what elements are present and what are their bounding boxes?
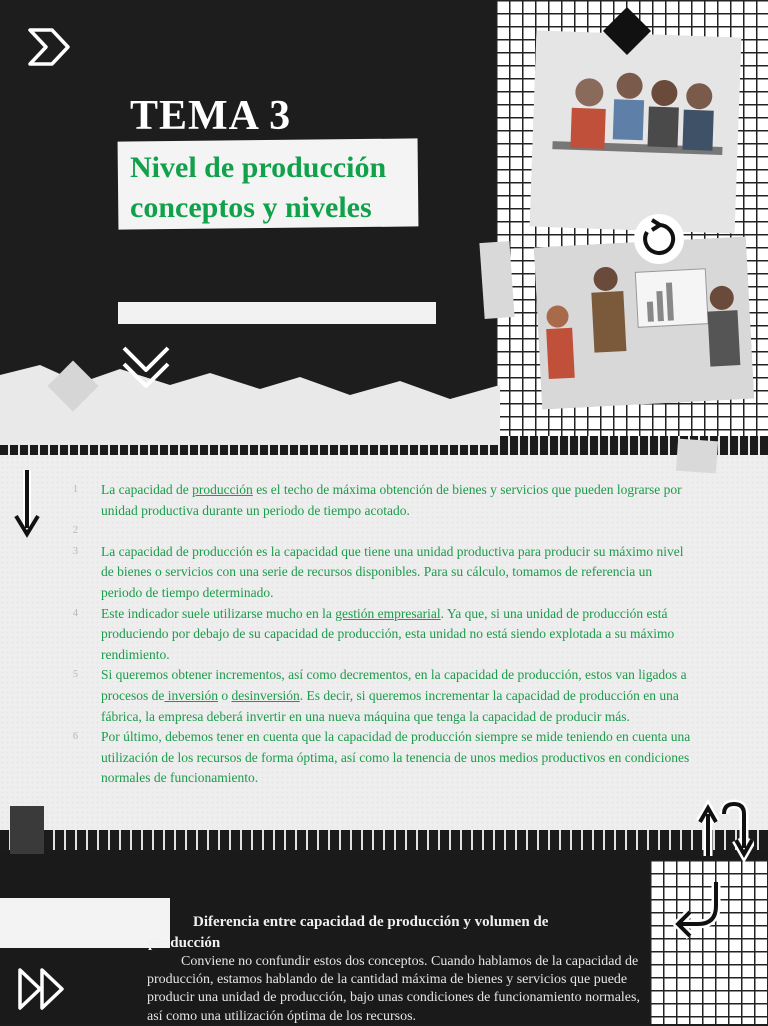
arrow-down-icon	[12, 466, 42, 540]
list-number: 6	[73, 731, 78, 743]
tape-piece	[479, 241, 514, 319]
list-number: 3	[73, 545, 78, 557]
text-span: Este indicador suele utilizarse mucho en la	[101, 605, 336, 621]
section-text	[147, 953, 657, 1026]
text-span: La capacidad de	[101, 482, 193, 497]
text-span: es el techo de máxima obtención de bienes y servicios que pueden lograrse por unidad productiva durante un periodo de tiempo acotado.	[101, 482, 682, 518]
paper-strip	[118, 302, 436, 324]
fast-forward-icon	[16, 966, 70, 1012]
section-text-body: Conviene no confundir estos dos conceptos. Cuando hablamos de la capacidad de producción, estamos hablando de la cantidad máxima de bienes y servicios que puede producir una unidad de producción, bajo unas condiciones de funcionamiento normales, así como una utilización óptima de los recursos.	[147, 954, 640, 1024]
bottom-paper-box	[0, 898, 170, 948]
list-item	[73, 480, 696, 521]
curved-arrow-icon	[670, 876, 730, 940]
photo-illustration	[530, 30, 742, 233]
team-meeting-photo	[530, 30, 742, 233]
text-span: . Ya que, si una unidad de producción está produciendo por debajo de su capacidad de producción, esta unidad no está siendo explotada a su máximo rendimiento.	[101, 605, 675, 662]
text-span: . Es decir, si queremos incrementar la capacidad de producción en una fábrica, la empresa deberá invertir en una nueva máquina que tenga la capacidad de producir más.	[101, 687, 679, 724]
link-produccion[interactable]: producción	[192, 482, 253, 497]
up-down-arrows-icon	[696, 798, 754, 862]
tape-piece	[676, 439, 718, 474]
paragraph-3	[101, 604, 696, 666]
content-list	[73, 480, 696, 789]
list-item	[73, 727, 696, 789]
list-item	[73, 521, 696, 542]
paragraph-5: Por último, debemos tener en cuenta que la capacidad de producción siempre se mide teniendo en cuenta una utilización de los recursos de forma óptima, así como la tenencia de unos medios productivos en condiciones normales de funcionamiento.	[101, 729, 691, 786]
tape-piece-dark	[10, 806, 44, 854]
subtitle-line-2: conceptos y niveles	[130, 191, 372, 224]
list-item	[73, 542, 696, 604]
link-desinversion[interactable]: desinversión	[231, 687, 300, 703]
list-item	[73, 604, 696, 666]
link-gestion-empresarial[interactable]: gestión empresarial	[335, 605, 441, 621]
list-item	[73, 665, 696, 727]
text-span: o	[217, 687, 232, 703]
list-number: 2	[73, 525, 78, 537]
page-title: TEMA 3	[130, 93, 292, 139]
section-heading-text: Diferencia entre capacidad de producción y volumen de producción	[148, 914, 549, 951]
subtitle-line-1: Nivel de producción	[130, 151, 387, 184]
paragraph-4	[101, 665, 696, 727]
subtitle	[130, 148, 460, 228]
refresh-icon	[630, 210, 688, 268]
double-chevron-down-icon	[118, 334, 174, 392]
list-number: 4	[73, 607, 78, 619]
paragraph-2: La capacidad de producción es la capacidad que tiene una unidad productiva para producir su máximo nivel de bienes o servicios con una serie de recursos disponibles. Para su cálculo, tomamos de referencia un periodo de tiempo determinado.	[101, 543, 684, 600]
text-span: Si queremos obtener incrementos, así como decrementos, en la capacidad de producción, estos van ligados a procesos de	[101, 667, 687, 703]
paragraph-1	[101, 480, 696, 521]
link-inversion[interactable]: inversión	[164, 687, 218, 703]
chevron-right-icon	[26, 26, 72, 68]
list-number: 5	[73, 669, 78, 681]
list-number: 1	[73, 484, 78, 495]
section-heading	[148, 912, 618, 954]
